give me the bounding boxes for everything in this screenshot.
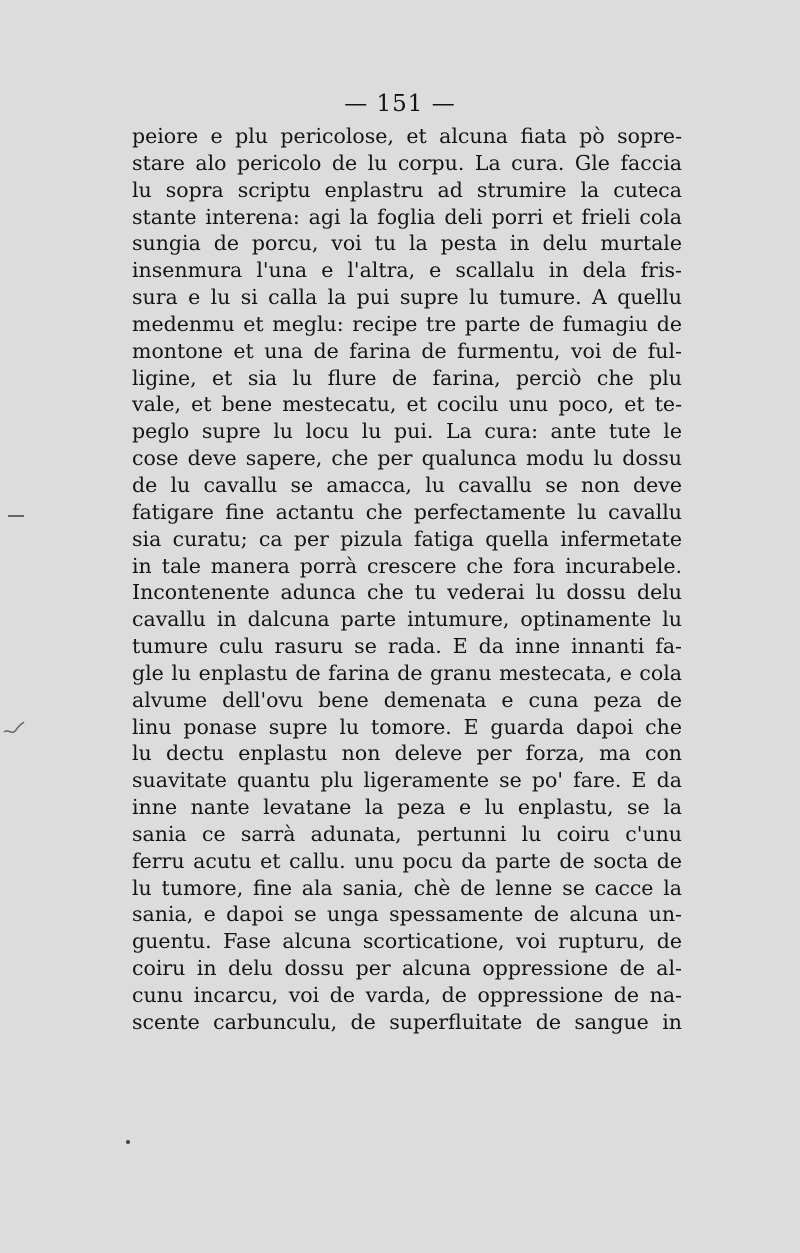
text-line: guentu. Fase alcuna scorticatione, voi rupturu, de [132,929,682,954]
text-line: tumure culu rasuru se rada. E da inne innanti fa- [132,634,682,659]
text-line: sania ce sarrà adunata, pertunni lu coiru c'unu [132,821,682,846]
text-line: sungia de porcu, voi tu la pesta in delu murtale [132,231,682,256]
text-line: medenmu et meglu: recipe tre parte de fumagiu de [132,311,682,336]
text-line: cunu incarcu, voi de varda, de oppressione de na- [132,983,682,1007]
text-line: sania, e dapoi se unga spessamente de alcuna un- [132,902,682,927]
margin-squiggle [2,718,26,740]
text-line: de lu cavallu se amacca, lu cavallu se non deve [132,472,682,497]
text-line: peiore e plu pericolose, et alcuna fiata pò sopre- [132,124,682,148]
text-line: sura e lu si calla la pui supre lu tumure. A quellu [132,285,682,310]
text-line: peglo supre lu locu lu pui. La cura: ante tute le [132,419,682,444]
margin-mark [8,515,24,517]
text-line: stare alo pericolo de lu corpu. La cura. Gle faccia [132,150,682,175]
text-line: lu tumore, fine ala sania, chè de lenne se cacce la [132,875,682,900]
page-number: — 151 — [344,91,456,117]
text-line: alvume dell'ovu bene demenata e cuna peza de [132,687,682,712]
text-line: lu dectu enplastu non deleve per forza, ma con [132,741,682,766]
text-line: inne nante levatane la peza e lu enplastu, se la [132,795,682,820]
text-line: ligine, et sia lu flure de farina, perciò che plu [132,365,682,390]
text-line: cose deve sapere, che per qualunca modu lu dossu [132,446,682,471]
text-line: stante interena: agi la foglia deli porri et frieli cola [132,204,682,229]
text-line: coiru in delu dossu per alcuna oppressione de al- [132,956,682,981]
text-line: insenmura l'una e l'altra, e scallalu in dela fris- [132,258,682,283]
text-line: lu sopra scriptu enplastru ad strumire la cuteca [132,177,682,202]
text-line: fatigare fine actantu che perfectamente lu cavallu [132,499,682,524]
body-text [132,123,682,1036]
text-line: Incontenente adunca che tu vederai lu dossu delu [132,580,682,605]
text-line: vale, et bene mestecatu, et cocilu unu poco, et te- [132,392,682,417]
text-line: linu ponase supre lu tomore. E guarda dapoi che [132,714,682,739]
text-line: cavallu in dalcuna parte intumure, optinamente lu [132,607,682,632]
text-line: scente carbunculu, de superfluitate de sangue in [132,1009,682,1034]
text-line: suavitate quantu plu ligeramente se po' fare. E da [132,768,682,793]
text-line: in tale manera porrà crescere che fora incurabele. [132,553,682,578]
text-line: montone et una de farina de furmentu, voi de ful- [132,338,682,363]
text-line: gle lu enplastu de farina de granu mestecata, e cola [132,660,682,685]
text-line: ferru acutu et callu. unu pocu da parte de socta de [132,848,682,873]
speck-mark [126,1140,130,1144]
text-line: sia curatu; ca per pizula fatiga quella infermetate [132,526,682,551]
